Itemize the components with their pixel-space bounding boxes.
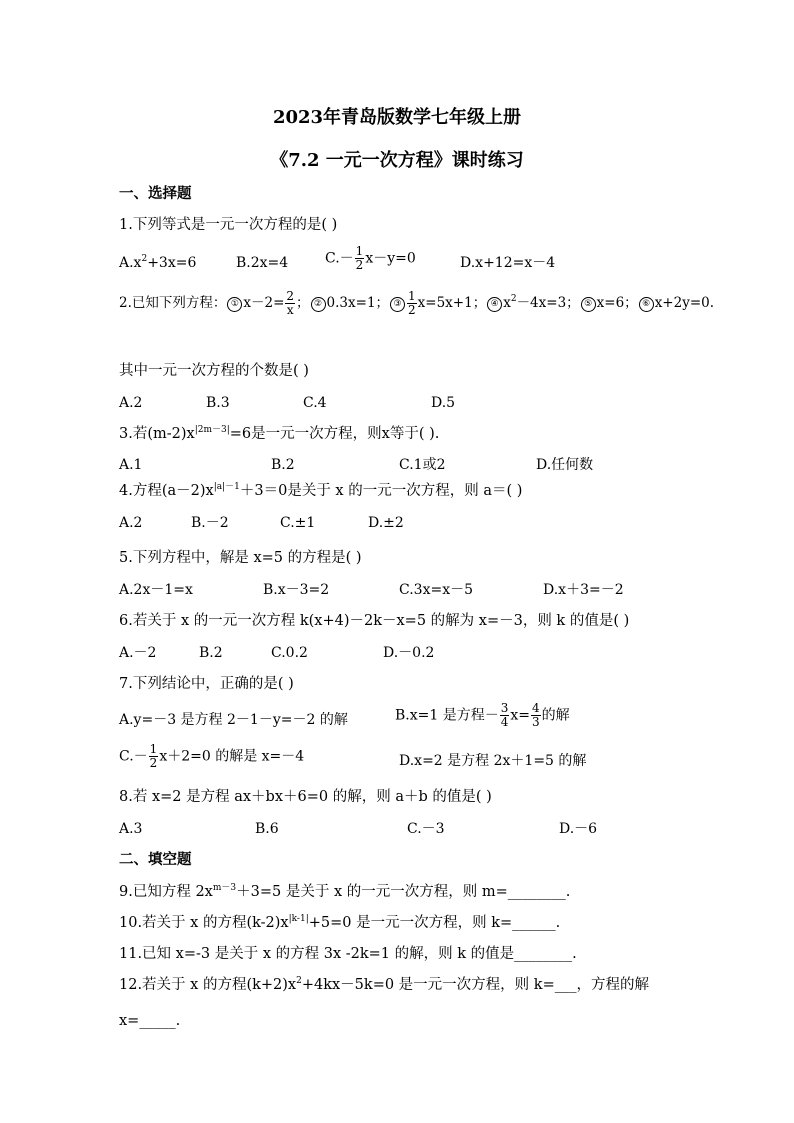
question-3-stem: 3.若$(m-2)x^{|2m-3|}=6$是一元一次方程，则x等于( ). — [119, 425, 440, 442]
question-8-stem: 8.若 x=2 是方程 ax＋bx＋6=0 的解，则 a＋b 的值是( ) — [119, 789, 492, 805]
question-11-text: 11.已知 x=-3 是关于 x 的方程 3x -2k=1 的解，则 k 的值是________. — [119, 946, 577, 962]
question-4-option-b: B.－2 — [191, 515, 229, 531]
question-8-option-c: C.－3 — [407, 821, 445, 837]
question-5-stem: 5.下列方程中，解是 x=5 的方程是( ) — [119, 550, 362, 566]
worksheet-title: 2023年青岛版数学七年级上册 — [272, 107, 522, 128]
section-heading-blank: 二、填空题 — [119, 851, 192, 868]
fraction: $\frac{1}{2}$ — [408, 289, 416, 317]
question-7-option-a: A.y=－3 是方程 2－1－y=－2 的解 — [119, 712, 348, 728]
fraction: $\frac{1}{2}$ — [149, 742, 158, 770]
fraction: $\frac{3}{4}$ — [500, 701, 509, 729]
question-2-stem-continued: 其中一元一次方程的个数是( ) — [119, 363, 309, 379]
question-12-text-continued: x=_____. — [119, 1013, 181, 1029]
question-1-option-b: B.2x=4 — [236, 255, 289, 271]
question-6-option-c: C.0.2 — [271, 645, 308, 661]
fraction: $\frac{1}{2}$ — [355, 244, 364, 272]
question-1-stem: 1.下列等式是一元一次方程的是( ) — [119, 217, 338, 233]
question-4-option-a: A.2 — [119, 515, 143, 531]
question-2-option-d: D.5 — [431, 395, 456, 411]
question-7-option-c: C.－ $\frac{1}{2}$ x＋2=0 的解是 x=－4 — [119, 742, 305, 770]
question-2-stem: 2.已知下列方程： ① x－2= $\frac{2}{x}$ ； ② 0.3x=1； ③ $\frac{1}{2}$ x=5x+1； ④ $x^2-4x=3$； ⑤ x=6； ⑥ x+2y=0. — [119, 289, 715, 317]
question-5-option-c: C.3x=x－5 — [399, 582, 473, 598]
question-4-stem: 4.方程$(a-2)x^{|a|-1}+3=0$是关于 x 的一元一次方程，则 a＝( ) — [119, 482, 523, 499]
question-2-option-a: A.2 — [119, 395, 143, 411]
question-5-option-b: B.x－3=2 — [263, 582, 330, 598]
question-6-option-b: B.2 — [199, 645, 223, 661]
question-5-option-d: D.x＋3=－2 — [543, 582, 624, 598]
question-3-option-c: C.1或2 — [399, 457, 446, 473]
question-5-option-a: A.2x－1=x — [119, 582, 193, 598]
question-1-option-a: $A.x^2+3x=6$ — [119, 254, 197, 271]
question-7-stem: 7.下列结论中，正确的是( ) — [119, 676, 294, 692]
question-9-text: 9.已知方程 $2x^{m-3}+3=5$ 是关于 x 的一元一次方程，则 m=________. — [119, 883, 571, 900]
question-8-option-d: D.－6 — [559, 821, 598, 837]
question-2-option-b: B.3 — [206, 395, 230, 411]
question-7-option-d: D.x=2 是方程 2x＋1=5 的解 — [399, 753, 587, 769]
question-6-option-d: D.－0.2 — [383, 645, 435, 661]
question-4-option-d: D.±2 — [368, 515, 404, 531]
question-6-option-a: A.－2 — [119, 645, 157, 661]
worksheet-subtitle: 《7.2 一元一次方程》课时练习 — [270, 150, 524, 171]
section-heading-choice: 一、选择题 — [119, 185, 192, 202]
question-8-option-a: A.3 — [119, 821, 143, 837]
question-8-option-b: B.6 — [255, 821, 279, 837]
question-1-option-d: D.x+12=x－4 — [460, 255, 556, 271]
question-4-option-c: C.±1 — [280, 515, 316, 531]
question-12-text: 12.若关于 x 的方程$(k+2)x^2+4kx-5k=0$ 是一元一次方程，则 k=___，方程的解 — [119, 976, 649, 993]
question-10-text: 10.若关于 x 的方程$(k-2)x^{|k-1|}+5=0$ 是一元一次方程，则 k=______. — [119, 914, 561, 931]
question-3-option-d: D.任何数 — [536, 457, 594, 473]
fraction: $\frac{4}{3}$ — [532, 701, 540, 729]
question-2-option-c: C.4 — [303, 395, 327, 411]
question-3-option-b: B.2 — [271, 457, 295, 473]
question-7-option-b: B.x=1 是方程－ $\frac{3}{4}$ x= $\frac{4}{3}$ 的解 — [395, 701, 570, 729]
question-6-stem: 6.若关于 x 的一元一次方程 k(x+4)－2k－x=5 的解为 x=－3，则 k 的值是( ) — [119, 613, 630, 629]
question-3-option-a: A.1 — [119, 457, 143, 473]
fraction: $\frac{2}{x}$ — [286, 289, 295, 317]
question-1-option-c: C.－ $\frac{1}{2}$ x－y=0 — [325, 244, 416, 272]
